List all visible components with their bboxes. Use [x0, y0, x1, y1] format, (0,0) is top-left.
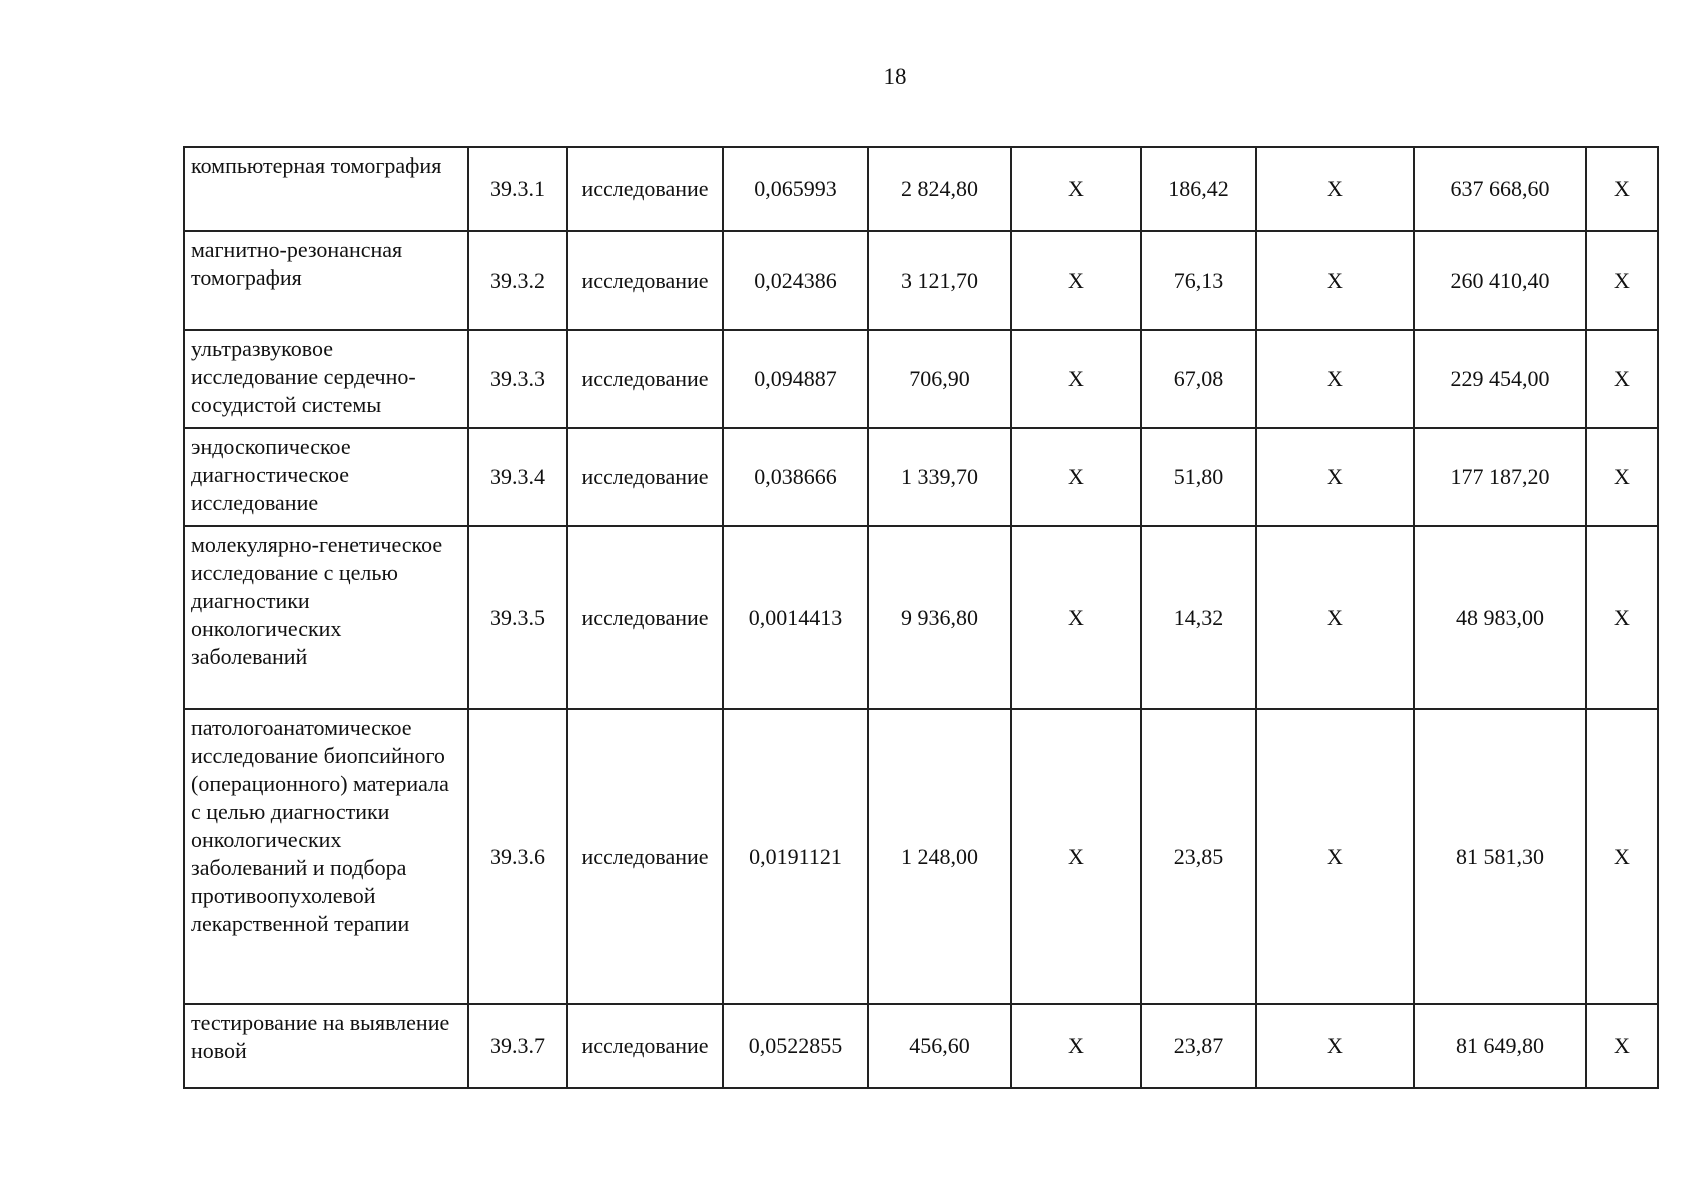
cell-code: 39.3.3 [468, 330, 567, 428]
cell-unit: исследование [567, 428, 723, 526]
cell-x: Х [1256, 231, 1414, 330]
cell-per-capita: 76,13 [1141, 231, 1256, 330]
page-number: 18 [883, 64, 907, 89]
cell-per-capita: 67,08 [1141, 330, 1256, 428]
cell-x: Х [1011, 231, 1141, 330]
cell-x: Х [1586, 1004, 1658, 1088]
cell-unit: исследование [567, 526, 723, 709]
cell-x: Х [1011, 709, 1141, 1004]
cell-norm: 0,0522855 [723, 1004, 868, 1088]
cell-total: 229 454,00 [1414, 330, 1586, 428]
cell-x: Х [1011, 330, 1141, 428]
cell-unit: исследование [567, 147, 723, 231]
cell-code: 39.3.7 [468, 1004, 567, 1088]
cell-name: молекулярно-генетическое исследование с целью диагностики онкологических заболеваний [184, 526, 468, 709]
cell-name: ультразвуковое исследование сердечно-сосудистой системы [184, 330, 468, 428]
cell-unit: исследование [567, 330, 723, 428]
cell-x: Х [1586, 147, 1658, 231]
cell-total: 81 581,30 [1414, 709, 1586, 1004]
cell-x: Х [1586, 231, 1658, 330]
cell-x: Х [1011, 428, 1141, 526]
cell-name: магнитно-резонансная томография [184, 231, 468, 330]
cell-cost: 1 248,00 [868, 709, 1011, 1004]
table-row [184, 709, 1658, 1004]
cell-x: Х [1256, 147, 1414, 231]
cell-cost: 3 121,70 [868, 231, 1011, 330]
cell-name: тестирование на выявление новой [184, 1004, 468, 1088]
cell-name: компьютерная томография [184, 147, 468, 231]
cell-cost: 456,60 [868, 1004, 1011, 1088]
cell-x: Х [1586, 709, 1658, 1004]
cell-code: 39.3.2 [468, 231, 567, 330]
cell-cost: 706,90 [868, 330, 1011, 428]
cell-x: Х [1256, 330, 1414, 428]
cell-x: Х [1586, 428, 1658, 526]
cell-per-capita: 186,42 [1141, 147, 1256, 231]
cell-unit: исследование [567, 1004, 723, 1088]
cell-norm: 0,094887 [723, 330, 868, 428]
cell-norm: 0,038666 [723, 428, 868, 526]
table-row [184, 1004, 1658, 1088]
cell-x: Х [1586, 330, 1658, 428]
table-row [184, 428, 1658, 526]
table-row [184, 330, 1658, 428]
cell-cost: 2 824,80 [868, 147, 1011, 231]
cell-total: 260 410,40 [1414, 231, 1586, 330]
cell-x: Х [1256, 709, 1414, 1004]
cell-per-capita: 23,85 [1141, 709, 1256, 1004]
table-row [184, 147, 1658, 231]
cell-x: Х [1011, 526, 1141, 709]
cell-per-capita: 51,80 [1141, 428, 1256, 526]
cell-code: 39.3.6 [468, 709, 567, 1004]
cell-code: 39.3.5 [468, 526, 567, 709]
cell-name: патологоанатомическое исследование биопсийного (операционного) материала с целью диагностики онкологических заболеваний и подбора противоопухолевой лекарственной терапии [184, 709, 468, 1004]
data-table [183, 146, 1659, 1089]
cell-per-capita: 23,87 [1141, 1004, 1256, 1088]
cell-total: 637 668,60 [1414, 147, 1586, 231]
cell-norm: 0,0191121 [723, 709, 868, 1004]
table-row [184, 526, 1658, 709]
cell-x: Х [1256, 1004, 1414, 1088]
cell-x: Х [1586, 526, 1658, 709]
cell-norm: 0,024386 [723, 231, 868, 330]
cell-x: Х [1256, 428, 1414, 526]
cell-cost: 1 339,70 [868, 428, 1011, 526]
table-row [184, 231, 1658, 330]
cell-total: 48 983,00 [1414, 526, 1586, 709]
cell-name: эндоскопическое диагностическое исследование [184, 428, 468, 526]
cell-total: 81 649,80 [1414, 1004, 1586, 1088]
cell-code: 39.3.1 [468, 147, 567, 231]
cell-unit: исследование [567, 709, 723, 1004]
cell-total: 177 187,20 [1414, 428, 1586, 526]
cell-unit: исследование [567, 231, 723, 330]
cell-per-capita: 14,32 [1141, 526, 1256, 709]
cell-cost: 9 936,80 [868, 526, 1011, 709]
cell-code: 39.3.4 [468, 428, 567, 526]
cell-norm: 0,065993 [723, 147, 868, 231]
cell-x: Х [1256, 526, 1414, 709]
cell-x: Х [1011, 1004, 1141, 1088]
cell-x: Х [1011, 147, 1141, 231]
cell-norm: 0,0014413 [723, 526, 868, 709]
